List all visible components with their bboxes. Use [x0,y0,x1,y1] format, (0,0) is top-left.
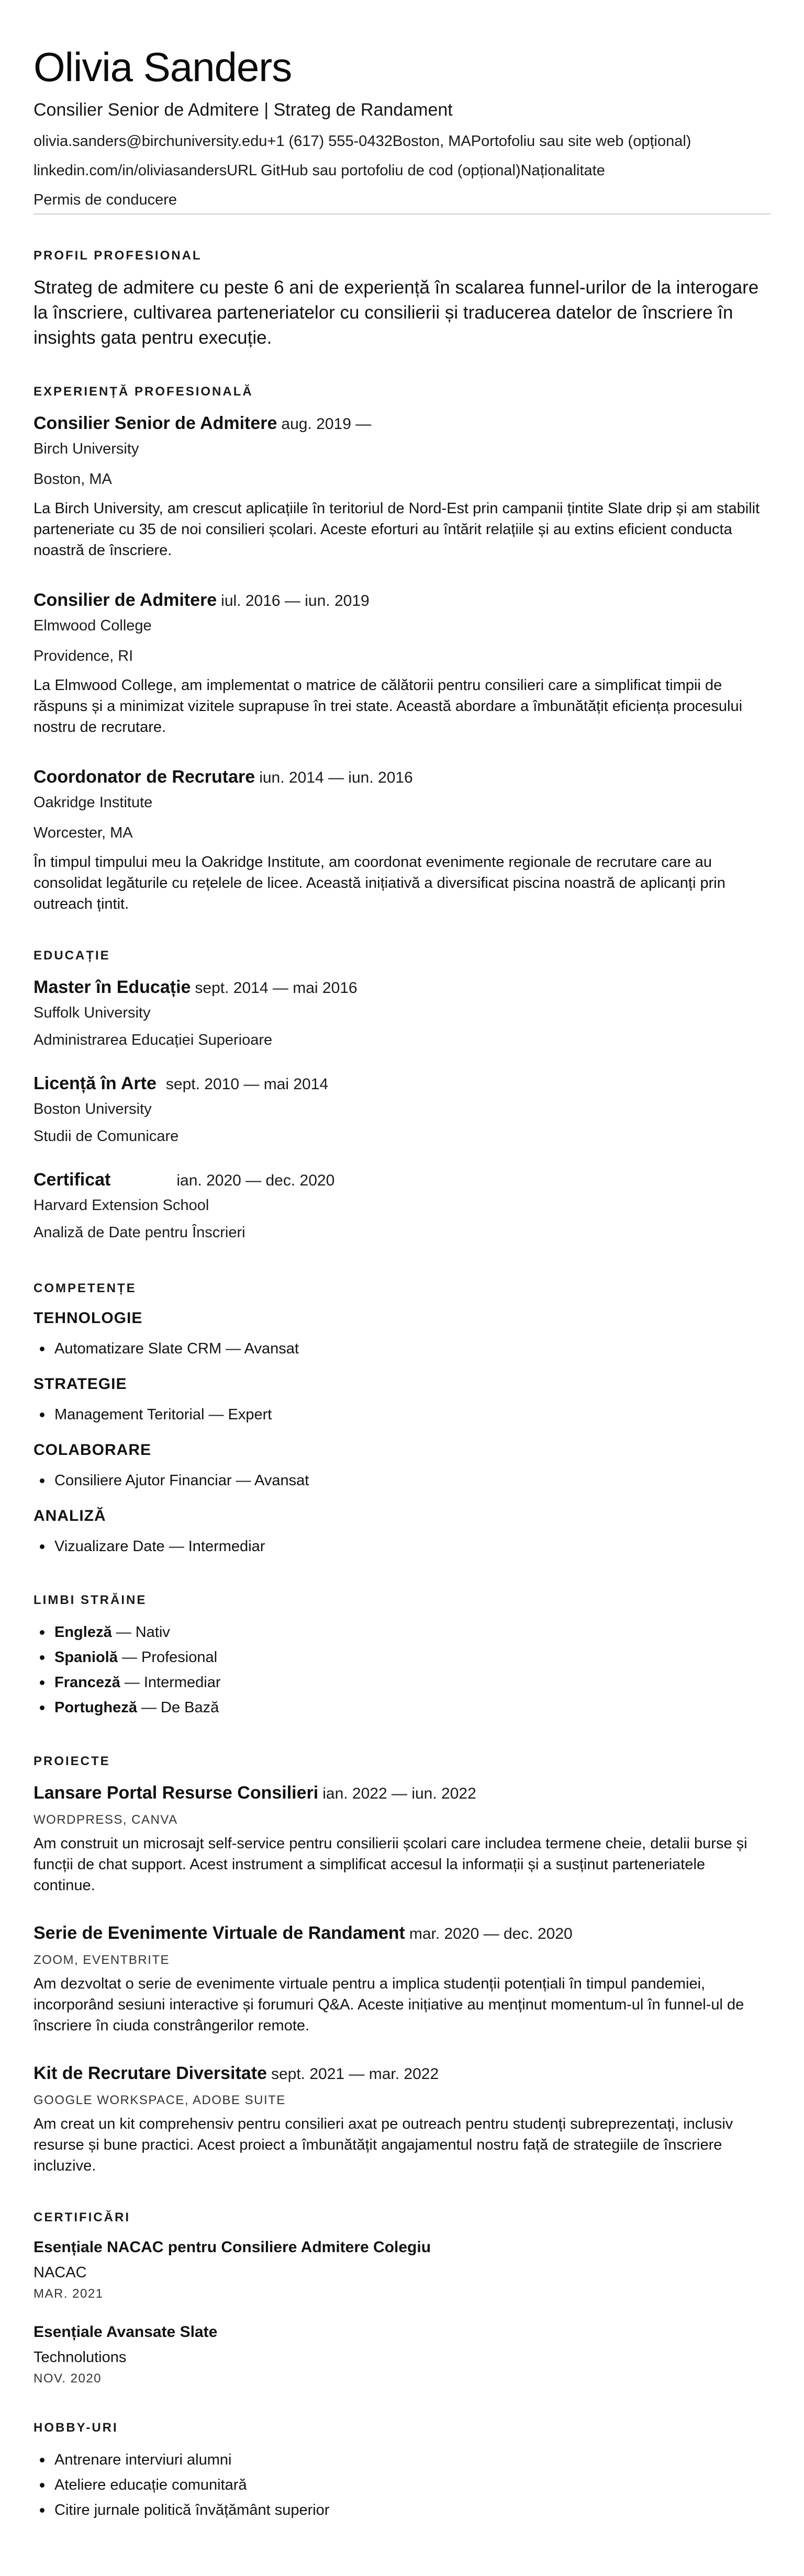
phone-text: +1 (617) 555-0432 [267,133,393,150]
job-location: Providence, RI [34,648,133,664]
project-date: ian. 2022 — iun. 2022 [322,1785,476,1802]
degree-title: Master în Educație [34,977,191,997]
project-entry [34,1781,770,1896]
certification-date: NOV. 2020 [34,2371,102,2386]
language-name: Portugheză [54,1699,137,1716]
resume-header [34,42,770,214]
experience-entry [34,411,770,561]
degree-date: sept. 2010 — mai 2014 [165,1076,329,1093]
degree-date: sept. 2014 — mai 2016 [195,979,358,997]
project-tech: WORDPRESS, CANVA [34,1813,178,1827]
language-item [34,1620,770,1645]
employer: Birch University [34,440,139,457]
section-title-experience: EXPERIENȚĂ PROFESIONALĂ [34,385,253,399]
profile-summary: Strateg de admitere cu peste 6 ani de experiență în scalarea funnel-urilor de la interogare la înscriere, cultivarea parteneriatelor cu consilierii și traducerea datelor de înscriere în insights gata pentru execuție. [34,277,759,348]
github-text: URL GitHub sau portofoliu de cod (opțional) [227,162,521,179]
education-entry [34,1168,770,1243]
project-description: Am dezvoltat o serie de evenimente virtuale pentru a implica studenții potențiali în timpul pandemiei, incorporând sesiuni interactive și forumuri Q&A. Aceste inițiative au menținut momentum-ul în funnel-ul de înscriere în ciuda constrângerilor remote. [34,1975,744,2034]
job-location: Worcester, MA [34,824,133,841]
hobby-item: Antrenare interviuri alumni [34,2447,770,2472]
section-title-languages: LIMBI STRĂINE [34,1593,147,1607]
skill-item: Vizualizare Date — Intermediar [34,1534,770,1559]
education-entry [34,975,770,1050]
skill-list [34,1534,770,1559]
project-description: Am creat un kit comprehensiv pentru consilieri axat pe outreach pentru studenți subreprezentați, inclusiv resurse și bune practici. Acest proiect a îmbunătățit angajamentul nostru față de strategiile de înscriere incluzive. [34,2116,733,2174]
degree-title: Certificat [34,1170,111,1190]
certification-issuer: NACAC [34,2264,87,2281]
job-date: iun. 2014 — iun. 2016 [259,769,413,786]
languages-section [34,1592,770,1720]
hobby-item: Ateliere educație comunitară [34,2472,770,2498]
section-title-profile: PROFIL PROFESIONAL [34,248,202,263]
certifications-section [34,2210,770,2387]
section-title-hobbies: HOBBY-URI [34,2421,118,2435]
project-date: sept. 2021 — mar. 2022 [271,2065,439,2083]
nationality-text: Naționalitate [520,162,605,179]
skill-item: Consiliere Ajutor Financiar — Avansat [34,1468,770,1493]
section-title-education: EDUCAȚIE [34,948,110,963]
experience-entry [34,765,770,914]
contact-line [34,131,770,152]
contact-line-3 [34,189,770,213]
language-name: Franceză [54,1674,120,1691]
skill-category: COLABORARE [34,1441,151,1459]
job-location: Boston, MA [34,471,112,488]
project-title: Kit de Recrutare Diversitate [34,2063,267,2083]
degree-title: Licență în Arte [34,1074,157,1093]
skill-category: ANALIZĂ [34,1507,106,1524]
school-name: Suffolk University [34,1004,151,1021]
language-item [34,1670,770,1695]
contact-line-2 [34,160,770,181]
section-title-certifications: CERTIFICĂRI [34,2210,130,2224]
job-description: În timpul timpului meu la Oakridge Institute, am coordonat evenimente regionale de recrutare care au consolidat legăturile cu rețelele de licee. Această inițiativă a diversificat piscina noastră de aplicanți prin outreach țintit. [34,854,725,912]
skill-item: Automatizare Slate CRM — Avansat [34,1336,770,1361]
school-name: Boston University [34,1101,152,1117]
field-of-study: Administrarea Educației Superioare [34,1032,273,1048]
employer: Oakridge Institute [34,794,153,811]
certification-name: Esențiale NACAC pentru Consiliere Admitere Colegiu [34,2239,431,2256]
project-entry [34,1921,770,2036]
job-title: Consilier Senior de Admitere [34,413,277,433]
portfolio-text: Portofoliu sau site web (opțional) [471,133,691,150]
language-name: Engleză [54,1624,112,1641]
project-title: Lansare Portal Resurse Consilieri [34,1783,319,1803]
email-link[interactable]: olivia.sanders@birchuniversity.edu [34,133,267,150]
project-tech: GOOGLE WORKSPACE, ADOBE SUITE [34,2093,286,2107]
language-item [34,1645,770,1670]
language-level: — Nativ [111,1624,170,1641]
language-level: — De Bază [137,1699,219,1716]
certification-name: Esențiale Avansate Slate [34,2323,218,2341]
hobby-item: Citire jurnale politică învățământ superior [34,2498,770,2523]
language-level: — Intermediar [120,1674,221,1691]
field-of-study: Studii de Comunicare [34,1128,179,1145]
certification-entry [34,2322,770,2387]
language-list [34,1620,770,1720]
degree-date: ian. 2020 — dec. 2020 [176,1172,335,1189]
job-title: Coordonator de Recrutare [34,767,255,787]
project-entry [34,2061,770,2176]
header-divider [34,213,770,214]
skill-list [34,1468,770,1493]
candidate-name: Olivia Sanders [34,44,292,90]
project-tech: ZOOM, EVENTBRITE [34,1953,170,1967]
skill-category: STRATEGIE [34,1375,127,1393]
skill-list [34,1336,770,1361]
job-date: aug. 2019 — [281,415,372,433]
license-text: Permis de conducere [34,191,177,208]
employer: Elmwood College [34,617,152,634]
education-section [34,948,770,1243]
language-name: Spaniolă [54,1649,118,1666]
language-level: — Profesional [117,1649,218,1666]
job-description: La Birch University, am crescut aplicațiile în teritoriul de Nord-Est prin campanii țintite Slate drip și am stabilit parteneriate cu 35 de noi consilieri școlari. Aceste eforturi au întărit relațiile și au extins eficient conducta noastră de înscriere. [34,500,760,559]
section-title-skills: COMPETENȚE [34,1281,137,1295]
certification-date: MAR. 2021 [34,2287,104,2301]
education-entry [34,1071,770,1147]
section-title-projects: PROIECTE [34,1754,110,1768]
location-text: Boston, MA [392,133,471,150]
language-item [34,1695,770,1720]
linkedin-link[interactable]: linkedin.com/in/oliviasanders [34,162,227,179]
profile-section [34,248,770,351]
skill-item: Management Teritorial — Expert [34,1402,770,1427]
experience-entry [34,588,770,738]
project-description: Am construit un microsajt self-service pentru consilierii școlari care includea termene cheie, detalii burse și funcții de chat support. Acest instrument a simplificat accesul la informații și a susținut parteneriatele continue. [34,1835,747,1894]
candidate-title: Consilier Senior de Admitere | Strateg de Randament [34,100,453,120]
skills-section [34,1281,770,1559]
job-title: Consilier de Admitere [34,590,217,610]
experience-section [34,384,770,914]
hobby-list [34,2447,770,2523]
job-description: La Elmwood College, am implementat o matrice de călătorii pentru consilieri care a simplificat timpii de răspuns și a minimizat vizitele suprapuse în trei state. Această abordare a îmbunătățit eficiența procesului nostru de recrutare. [34,677,743,736]
school-name: Harvard Extension School [34,1197,209,1214]
project-title: Serie de Evenimente Virtuale de Randament [34,1923,405,1943]
certification-entry [34,2237,770,2302]
job-date: iul. 2016 — iun. 2019 [221,592,370,609]
project-date: mar. 2020 — dec. 2020 [409,1925,573,1942]
skill-list [34,1402,770,1427]
certification-issuer: Technolutions [34,2349,127,2366]
projects-section [34,1754,770,2176]
skill-category: TEHNOLOGIE [34,1309,143,1327]
field-of-study: Analiză de Date pentru Înscrieri [34,1224,245,1241]
hobbies-section [34,2420,770,2523]
